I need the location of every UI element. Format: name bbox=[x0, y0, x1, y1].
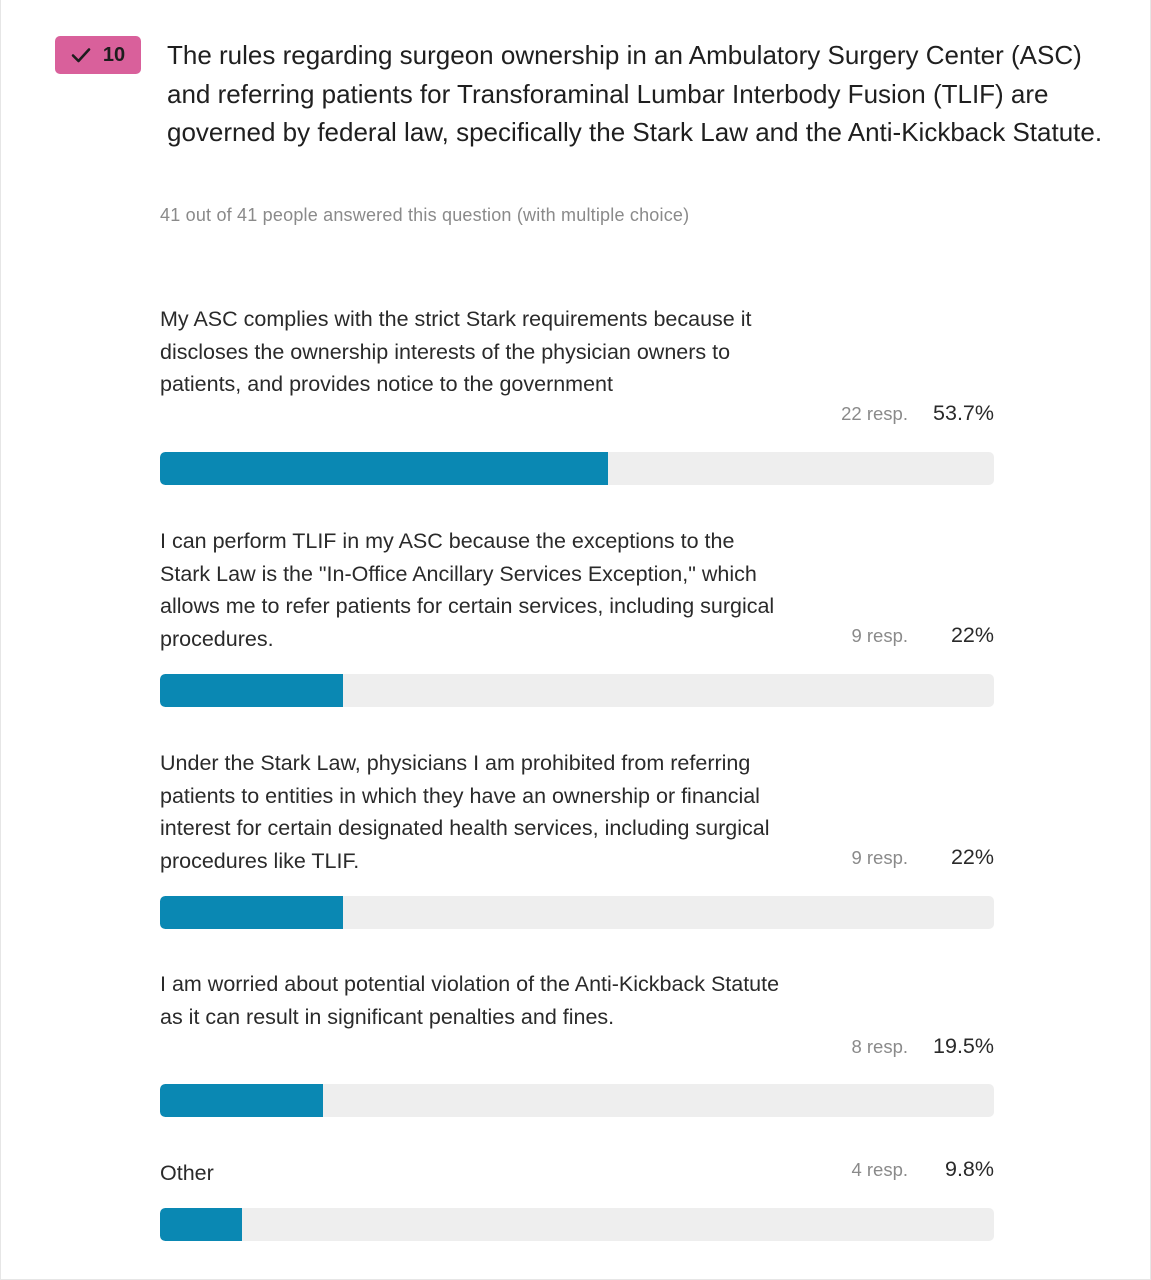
answer-stats bbox=[828, 845, 994, 870]
answer-label: Under the Stark Law, physicians I am prohibited from referring patients to entities in which they have an ownership or financial interest for certain designated health services, including surgical procedures like TLIF. bbox=[160, 751, 770, 874]
question-number-badge bbox=[55, 36, 141, 74]
response-count: 4 resp. bbox=[851, 1159, 908, 1180]
response-count: 9 resp. bbox=[851, 625, 908, 646]
result-bar-fill bbox=[160, 1084, 323, 1117]
response-percent: 19.5% bbox=[933, 1034, 994, 1058]
result-bar-track bbox=[160, 1084, 994, 1117]
question-number: 10 bbox=[102, 43, 126, 66]
answer-option-4 bbox=[160, 968, 994, 1058]
response-count: 8 resp. bbox=[851, 1036, 908, 1057]
result-bar-fill bbox=[160, 1208, 242, 1241]
response-percent: 22% bbox=[950, 845, 994, 869]
question-title: The rules regarding surgeon ownership in an Ambulatory Surgery Center (ASC) and referring patients for Transforaminal Lumbar Interbody Fusion (TLIF) are governed by federal law, specifically the Stark Law and the Anti-Kickback Statute. bbox=[167, 40, 1103, 147]
answer-stats bbox=[828, 401, 994, 426]
answer-option-5 bbox=[160, 1157, 994, 1190]
answer-option-2 bbox=[160, 525, 994, 656]
result-bar-track bbox=[160, 896, 994, 929]
answer-option-1 bbox=[160, 303, 994, 425]
answer-stats bbox=[828, 623, 994, 648]
answer-label: I can perform TLIF in my ASC because the exceptions to the Stark Law is the "In-Office Ancillary Services Exception," which allows me to refer patients for certain services, including surgical procedures. bbox=[160, 529, 775, 652]
result-bar-track bbox=[160, 1208, 994, 1241]
response-count: 22 resp. bbox=[841, 403, 908, 424]
answer-stats bbox=[828, 1034, 994, 1059]
result-bar-track bbox=[160, 452, 994, 485]
answer-option-3 bbox=[160, 747, 994, 878]
answer-stats bbox=[828, 1157, 994, 1182]
response-percent: 53.7% bbox=[933, 401, 994, 425]
result-bar-fill bbox=[160, 674, 343, 707]
response-count: 9 resp. bbox=[851, 847, 908, 868]
response-percent: 22% bbox=[950, 623, 994, 647]
answer-label: My ASC complies with the strict Stark requirements because it discloses the ownership interests of the physician owners to patients, and provides notice to the government bbox=[160, 307, 752, 397]
answer-label: Other bbox=[160, 1161, 214, 1185]
checkmark-icon bbox=[71, 47, 91, 63]
result-bar-track bbox=[160, 674, 994, 707]
result-bar-fill bbox=[160, 452, 608, 485]
response-percent: 9.8% bbox=[944, 1157, 994, 1181]
answer-label: I am worried about potential violation of the Anti-Kickback Statute as it can result in significant penalties and fines. bbox=[160, 972, 780, 1029]
result-bar-fill bbox=[160, 896, 343, 929]
response-count-summary: 41 out of 41 people answered this question (with multiple choice) bbox=[160, 205, 690, 225]
